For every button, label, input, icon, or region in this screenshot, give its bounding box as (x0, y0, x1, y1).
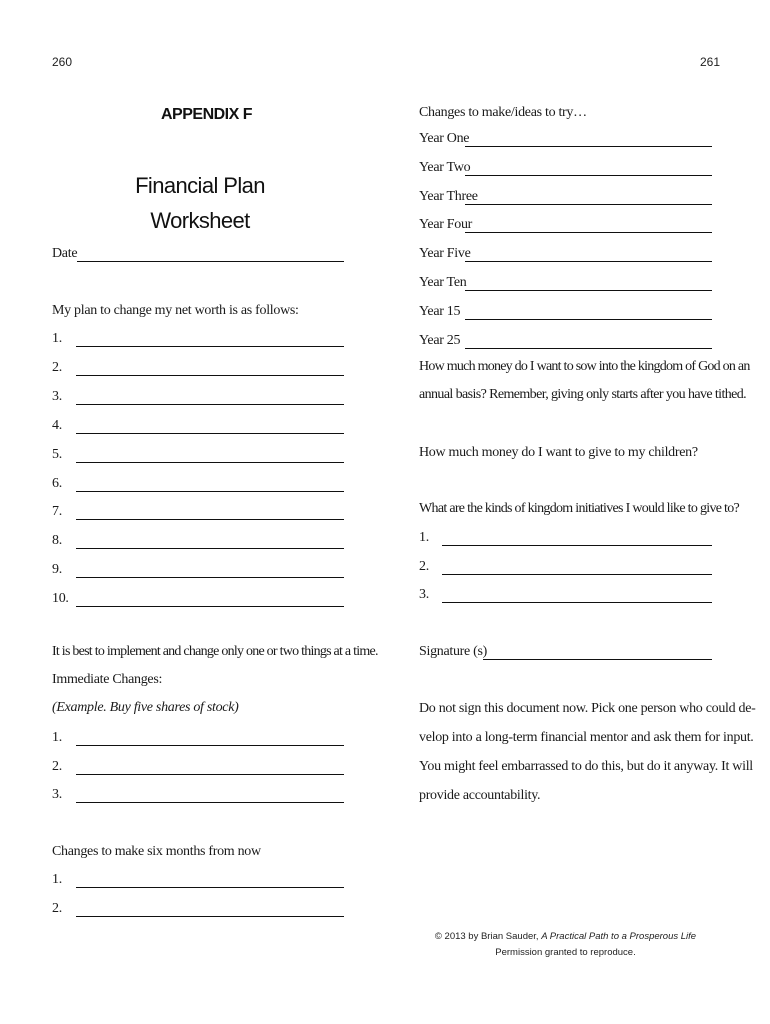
signature-line[interactable] (483, 659, 712, 660)
six-months-item[interactable] (52, 871, 344, 889)
year-item-line[interactable] (465, 348, 712, 349)
year-item[interactable] (419, 332, 712, 350)
signature-label: Signature (s) (419, 644, 488, 659)
initiative-item-line[interactable] (442, 545, 712, 546)
left-page-number: 260 (52, 55, 73, 69)
worksheet-title-line2: Worksheet (150, 208, 250, 233)
initiative-item-label: 1. (419, 530, 429, 545)
networth-item-label: 3. (52, 388, 62, 404)
six-months-heading: Changes to make six months from now (52, 844, 261, 859)
networth-item-label: 5. (52, 446, 62, 462)
networth-item-line[interactable] (76, 462, 344, 463)
six-months-item-line[interactable] (76, 887, 344, 888)
networth-item-label: 4. (52, 417, 62, 433)
networth-item-label: 1. (52, 331, 62, 346)
immediate-change-item-label: 1. (52, 730, 62, 745)
year-item[interactable] (419, 216, 712, 234)
year-item[interactable] (419, 159, 712, 177)
year-item-line[interactable] (465, 175, 712, 176)
immediate-change-item-label: 2. (52, 758, 62, 774)
year-item-line[interactable] (465, 290, 712, 291)
year-item-line[interactable] (465, 232, 712, 233)
sow-question-line2: annual basis? Remember, giving only starts after you have tithed. (419, 387, 747, 402)
networth-item-line[interactable] (76, 433, 344, 434)
implement-note: It is best to implement and change only one or two things at a time. (52, 644, 378, 659)
year-item-line[interactable] (465, 261, 712, 262)
networth-item-label: 10. (52, 591, 69, 607)
networth-item-line[interactable] (76, 491, 344, 492)
networth-item-line[interactable] (76, 606, 344, 607)
year-item-label: Year One (419, 131, 470, 146)
networth-item[interactable] (52, 561, 344, 579)
year-item[interactable] (419, 188, 712, 206)
year-item[interactable] (419, 245, 712, 263)
footer-copyright (419, 931, 712, 942)
immediate-change-item-line[interactable] (76, 774, 344, 775)
date-label: Date (52, 246, 78, 261)
year-item-line[interactable] (465, 146, 712, 147)
immediate-change-item-line[interactable] (76, 745, 344, 746)
immediate-changes-heading: Immediate Changes: (52, 672, 163, 687)
footer-copyright-prefix: © 2013 by Brian Sauder, (434, 931, 542, 942)
immediate-changes-example: (Example. Buy five shares of stock) (52, 700, 239, 715)
networth-item[interactable] (52, 475, 344, 493)
networth-item[interactable] (52, 330, 344, 348)
networth-item[interactable] (52, 417, 344, 435)
networth-item-label: 8. (52, 533, 62, 549)
year-item[interactable] (419, 274, 712, 292)
immediate-change-item-label: 3. (52, 787, 62, 802)
year-item-label: Year Three (419, 188, 478, 204)
year-item[interactable] (419, 303, 712, 321)
networth-item-label: 6. (52, 475, 62, 491)
six-months-item-label: 2. (52, 900, 62, 916)
date-field[interactable] (52, 245, 344, 263)
immediate-change-item[interactable] (52, 758, 344, 776)
year-item-label: Year 15 (419, 303, 461, 319)
networth-item[interactable] (52, 503, 344, 521)
networth-item[interactable] (52, 446, 344, 464)
worksheet-title-line1: Financial Plan (135, 173, 265, 198)
initiative-item[interactable] (419, 558, 712, 576)
networth-prompt: My plan to change my net worth is as follows: (52, 303, 299, 318)
initiative-item-label: 2. (419, 558, 429, 574)
networth-item[interactable] (52, 359, 344, 377)
networth-item-label: 2. (52, 359, 62, 375)
networth-item-line[interactable] (76, 548, 344, 549)
year-item-label: Year Two (419, 159, 471, 175)
year-item-label: Year Five (419, 246, 471, 262)
signature-field[interactable] (419, 643, 712, 661)
year-item[interactable] (419, 130, 712, 148)
advice-line2: velop into a long-term financial mentor and ask them for input. (419, 730, 754, 745)
changes-heading: Changes to make/ideas to try… (419, 105, 587, 120)
right-page-number: 261 (700, 55, 721, 69)
children-question: How much money do I want to give to my children? (419, 445, 698, 460)
initiative-item-line[interactable] (442, 574, 712, 575)
networth-item-line[interactable] (76, 519, 344, 520)
footer-permission: Permission granted to reproduce. (495, 947, 636, 958)
year-item-line[interactable] (465, 319, 712, 320)
immediate-change-item-line[interactable] (76, 802, 344, 803)
initiatives-question: What are the kinds of kingdom initiatives I would like to give to? (419, 501, 740, 516)
year-item-line[interactable] (465, 204, 712, 205)
immediate-change-item[interactable] (52, 786, 344, 804)
networth-item-line[interactable] (76, 346, 344, 347)
six-months-item[interactable] (52, 900, 344, 918)
immediate-change-item[interactable] (52, 729, 344, 747)
initiative-item[interactable] (419, 586, 712, 604)
advice-line1: Do not sign this document now. Pick one person who could de- (419, 701, 756, 716)
sow-question-line1: How much money do I want to sow into the kingdom of God on an (419, 359, 750, 374)
networth-item-label: 9. (52, 562, 62, 578)
networth-item[interactable] (52, 532, 344, 550)
initiative-item-line[interactable] (442, 602, 712, 603)
six-months-item-line[interactable] (76, 916, 344, 917)
networth-item-line[interactable] (76, 577, 344, 578)
networth-item-label: 7. (52, 504, 62, 520)
initiative-item[interactable] (419, 529, 712, 547)
networth-item[interactable] (52, 388, 344, 406)
six-months-item-label: 1. (52, 872, 62, 887)
networth-item-line[interactable] (76, 404, 344, 405)
initiative-item-label: 3. (419, 587, 429, 602)
date-line[interactable] (77, 261, 344, 262)
year-item-label: Year Ten (419, 275, 467, 290)
advice-line3: You might feel embarrassed to do this, but do it anyway. It will (419, 759, 753, 774)
networth-item-line[interactable] (76, 375, 344, 376)
year-item-label: Year Four (419, 217, 473, 233)
footer-book-title: A Practical Path to a Prosperous Life (541, 931, 697, 942)
appendix-heading: APPENDIX F (161, 106, 253, 123)
networth-item[interactable] (52, 590, 344, 608)
advice-line4: provide accountability. (419, 788, 541, 803)
year-item-label: Year 25 (419, 332, 461, 348)
